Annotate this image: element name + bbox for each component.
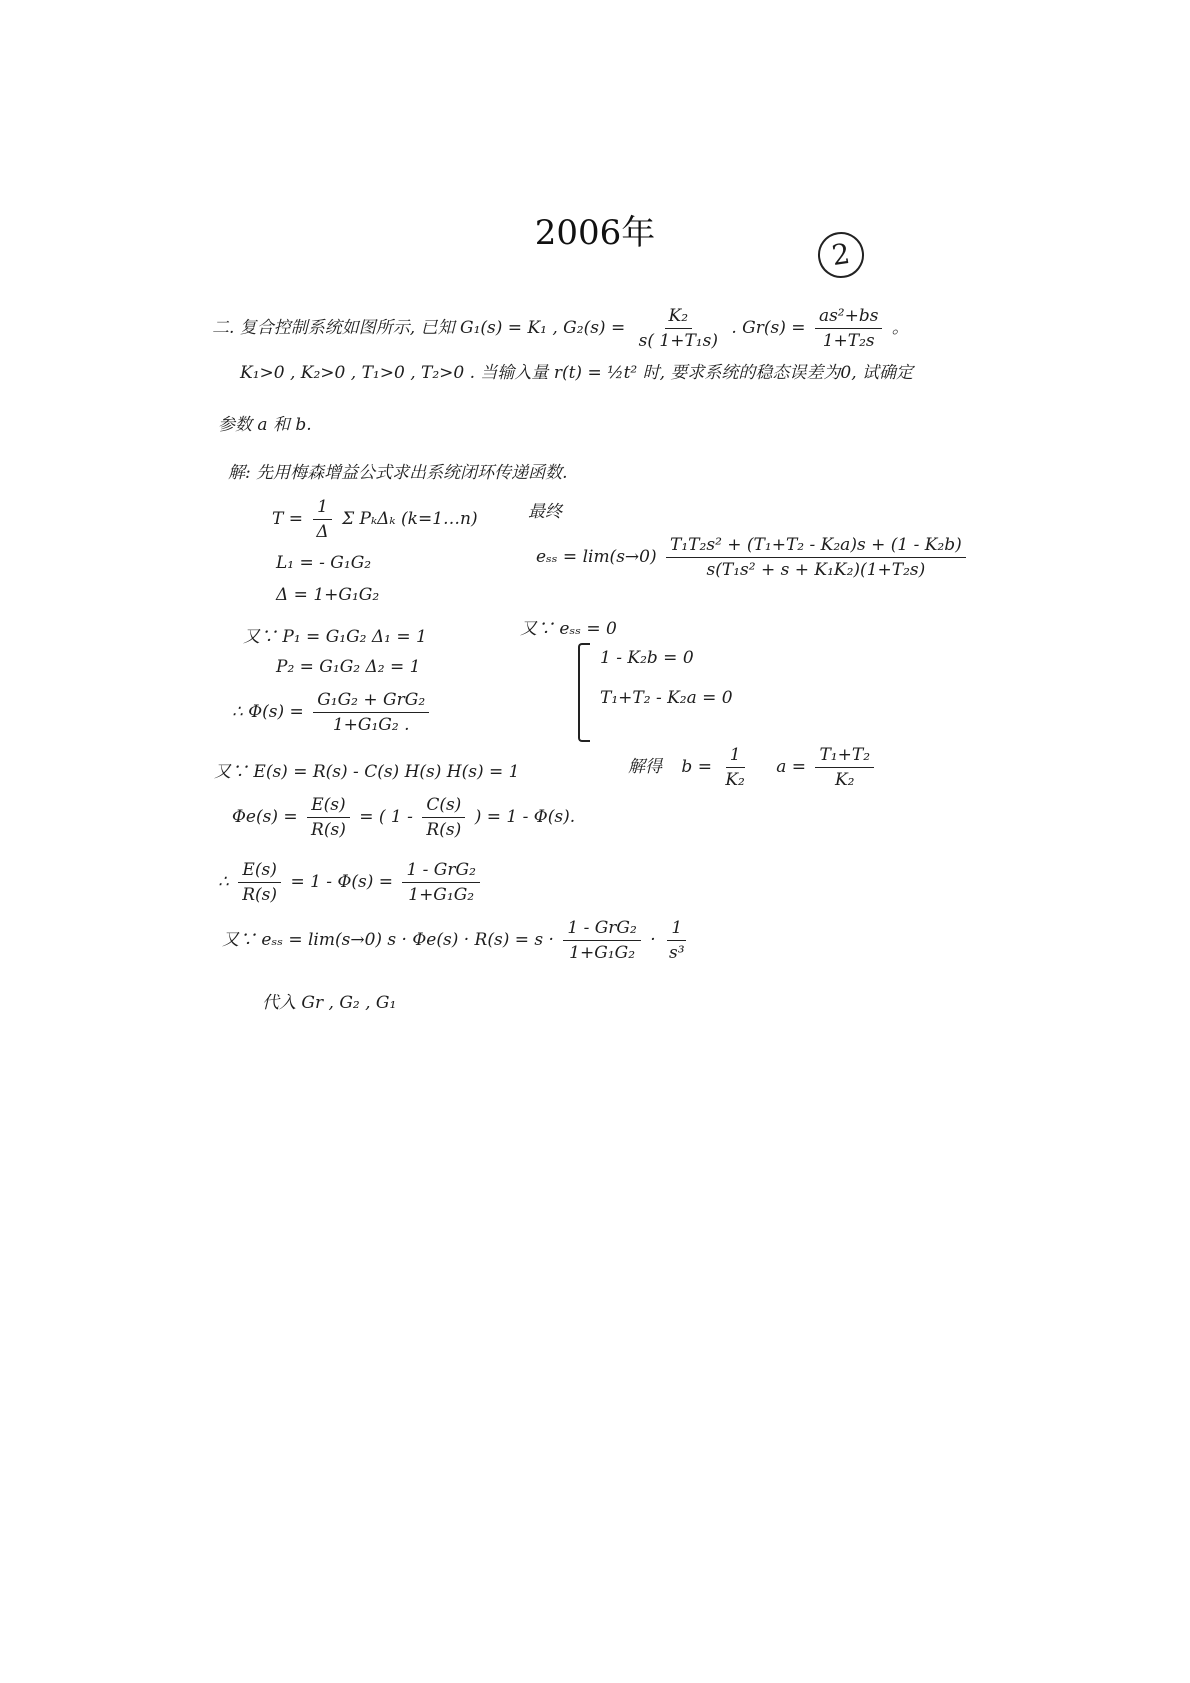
er-numerator: 1 - GrG₂ bbox=[402, 860, 479, 883]
phie-lhs: Φe(s) = bbox=[232, 807, 298, 827]
ess-input-numerator: 1 bbox=[667, 918, 686, 941]
equation-2: T₁+T₂ - K₂a = 0 bbox=[600, 688, 733, 708]
mason-formula bbox=[272, 497, 478, 542]
ess-input-denominator: s³ bbox=[669, 943, 685, 963]
solution-intro: 解: 先用梅森增益公式求出系统闭环传递函数. bbox=[228, 463, 568, 483]
phie-fraction-2 bbox=[422, 795, 465, 840]
g2-denominator: s( 1+T₁s) bbox=[638, 331, 718, 351]
phie-end: ) = 1 - Φ(s). bbox=[474, 807, 576, 827]
final-label: 最终 bbox=[528, 502, 562, 522]
problem-line-1-prefix: 二. 复合控制系统如图所示, 已知 G₁(s) = K₁ , G₂(s) = bbox=[212, 318, 626, 338]
final-lhs: eₛₛ = lim(s→0) bbox=[536, 547, 657, 567]
b-denominator: K₂ bbox=[725, 770, 745, 790]
page-number-mark: 2 bbox=[815, 229, 867, 281]
final-ess-expression bbox=[536, 535, 970, 580]
b-fraction bbox=[721, 745, 749, 790]
er-fraction bbox=[402, 860, 479, 905]
b-numerator: 1 bbox=[726, 745, 745, 768]
phie-fraction bbox=[307, 795, 350, 840]
phi-fraction bbox=[313, 690, 429, 735]
er-lhs-numerator: E(s) bbox=[238, 860, 280, 883]
er-lhs-denominator: R(s) bbox=[242, 885, 278, 905]
problem-line-2: K₁>0 , K₂>0 , T₁>0 , T₂>0 . 当输入量 r(t) = ½t² 时, 要求系统的稳态误差为0, 试确定 bbox=[240, 363, 914, 383]
a-numerator: T₁+T₂ bbox=[815, 745, 874, 768]
ess-numerator: 1 - GrG₂ bbox=[563, 918, 640, 941]
final-denominator: s(T₁s² + s + K₁K₂)(1+T₂s) bbox=[706, 560, 926, 580]
error-definition: 又∵ E(s) = R(s) - C(s) H(s) H(s) = 1 bbox=[214, 762, 520, 782]
answer-label: 解得 bbox=[628, 757, 662, 777]
closed-loop-phi bbox=[232, 690, 433, 735]
phi-numerator: G₁G₂ + GrG₂ bbox=[313, 690, 429, 713]
er-mid: = 1 - Φ(s) = bbox=[290, 872, 394, 892]
error-ratio bbox=[218, 860, 484, 905]
answer-line bbox=[628, 745, 878, 790]
gr-numerator: as²+bs bbox=[815, 306, 883, 329]
therefore-symbol: ∴ bbox=[218, 872, 229, 892]
a-fraction bbox=[815, 745, 874, 790]
g2-numerator: K₂ bbox=[665, 306, 693, 329]
mason-fraction bbox=[312, 497, 332, 542]
phie-denominator-2: R(s) bbox=[426, 820, 462, 840]
phi-denominator: 1+G₁G₂ . bbox=[332, 715, 410, 735]
ess-input-fraction bbox=[665, 918, 689, 963]
final-fraction bbox=[666, 535, 966, 580]
mason-lhs: T = bbox=[272, 509, 303, 529]
page-title: 2006年 bbox=[534, 213, 656, 253]
substitute-note: 代入 Gr , G₂ , G₁ bbox=[262, 993, 397, 1013]
path-p2: P₂ = G₁G₂ Δ₂ = 1 bbox=[276, 657, 421, 677]
ess-lhs: 又∵ eₛₛ = lim(s→0) s · Φe(s) · R(s) = s · bbox=[222, 930, 554, 950]
phi-lhs: ∴ Φ(s) = bbox=[232, 702, 304, 722]
a-denominator: K₂ bbox=[834, 770, 855, 790]
error-transfer-phie bbox=[232, 795, 575, 840]
mason-numerator: 1 bbox=[313, 497, 332, 520]
ess-fraction bbox=[563, 918, 640, 963]
phie-numerator: E(s) bbox=[307, 795, 349, 818]
gr-end: 。 bbox=[891, 318, 909, 338]
phie-numerator-2: C(s) bbox=[422, 795, 465, 818]
problem-line-3: 参数 a 和 b. bbox=[218, 415, 312, 435]
loop-gain-l1: L₁ = - G₁G₂ bbox=[276, 553, 372, 573]
path-p1: 又∵ P₁ = G₁G₂ Δ₁ = 1 bbox=[243, 627, 427, 647]
gr-fraction bbox=[815, 306, 883, 351]
steady-state-error-limit bbox=[222, 918, 693, 963]
b-lhs: b = bbox=[681, 757, 712, 777]
problem-line-1 bbox=[212, 306, 909, 351]
ess-denominator: 1+G₁G₂ bbox=[569, 943, 636, 963]
er-denominator: 1+G₁G₂ bbox=[408, 885, 475, 905]
a-lhs: a = bbox=[776, 757, 807, 777]
final-numerator: T₁T₂s² + (T₁+T₂ - K₂a)s + (1 - K₂b) bbox=[666, 535, 966, 558]
er-lhs-fraction bbox=[238, 860, 281, 905]
delta-expression: Δ = 1+G₁G₂ bbox=[276, 585, 380, 605]
ess-zero-condition: 又∵ eₛₛ = 0 bbox=[520, 619, 617, 639]
mason-denominator: Δ bbox=[316, 522, 329, 542]
mason-sum: Σ PₖΔₖ (k=1…n) bbox=[342, 509, 478, 529]
equation-1: 1 - K₂b = 0 bbox=[600, 648, 694, 668]
gr-label: . Gr(s) = bbox=[731, 318, 806, 338]
gr-denominator: 1+T₂s bbox=[822, 331, 875, 351]
g2-fraction bbox=[635, 306, 722, 351]
phie-denominator: R(s) bbox=[311, 820, 346, 840]
equation-system-brace bbox=[578, 643, 590, 742]
phie-mid: = ( 1 - bbox=[359, 807, 413, 827]
ess-dot: · bbox=[650, 930, 656, 950]
